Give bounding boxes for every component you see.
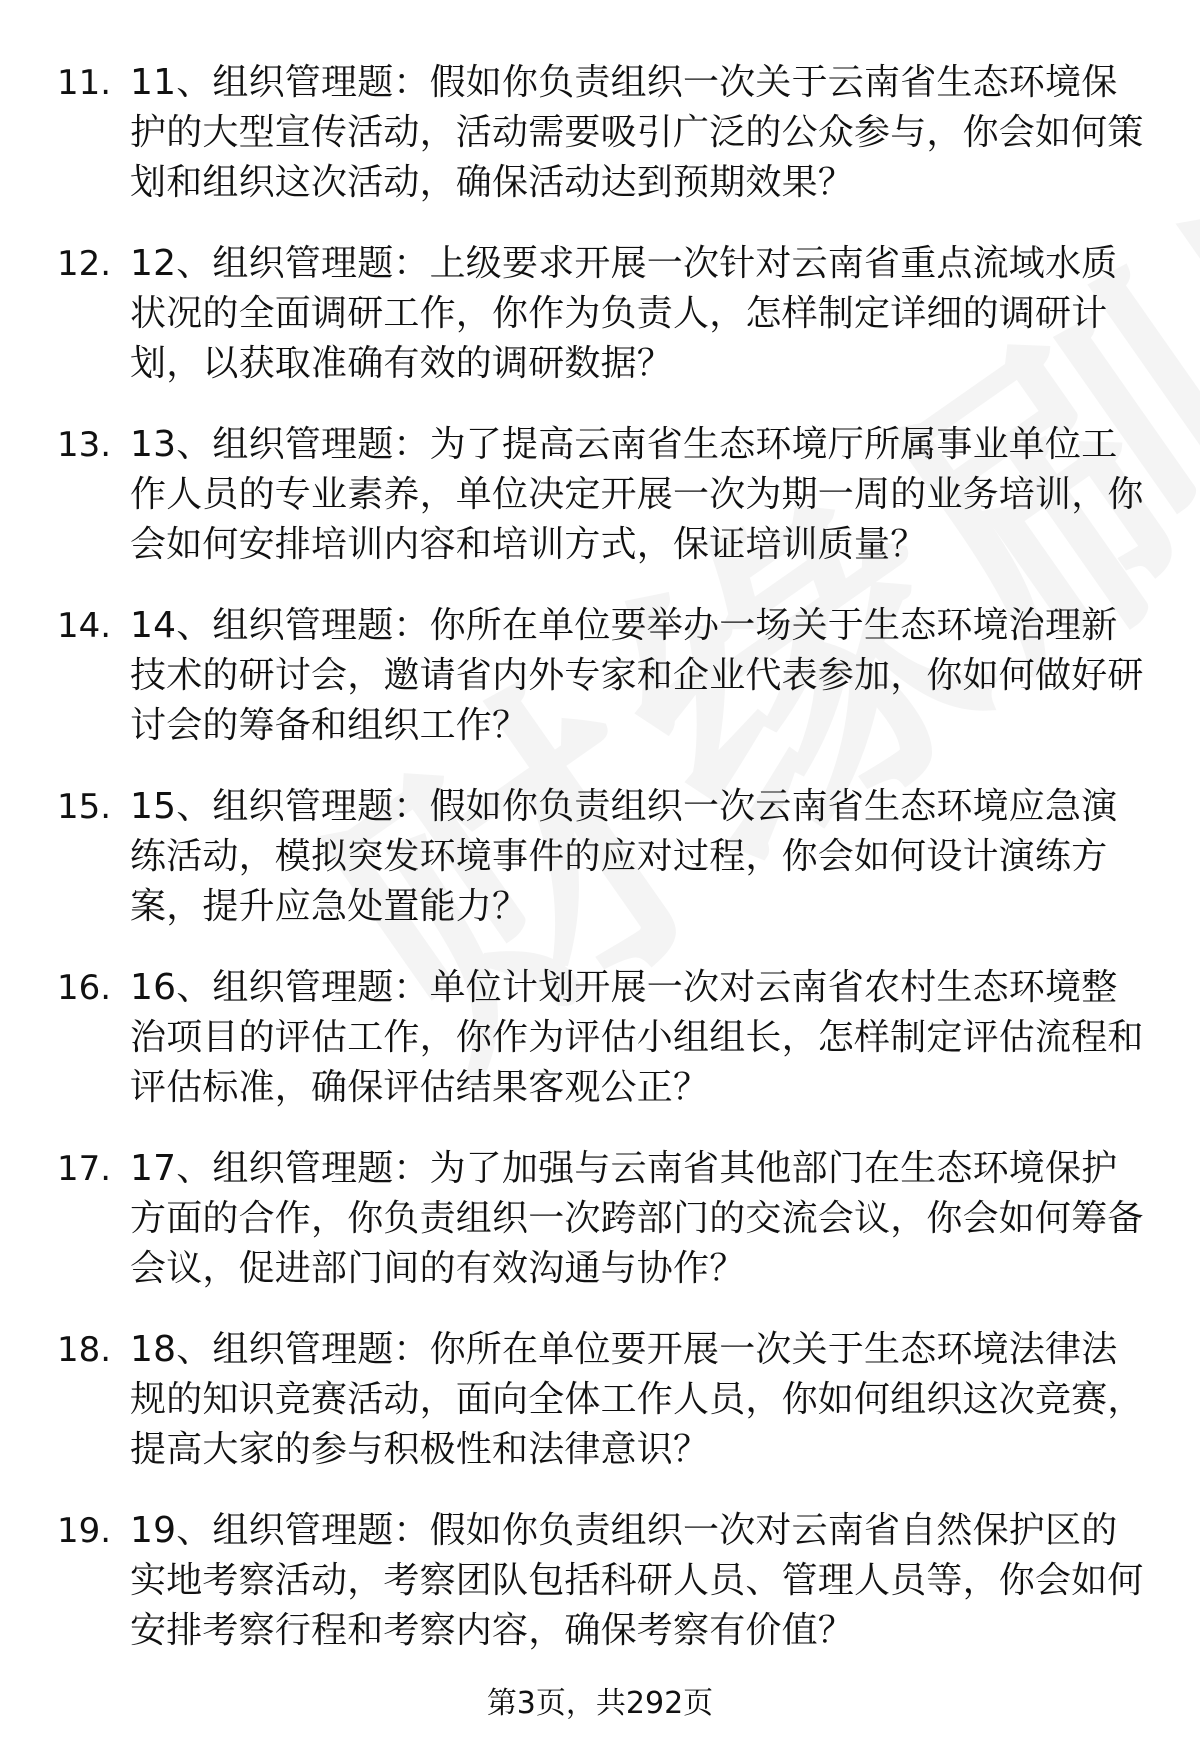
question-text: 16、组织管理题：单位计划开展一次对云南省农村生态环境整治项目的评估工作，你作为评估小组组长，怎样制定评估流程和评估标准，确保评估结果客观公正？ (130, 967, 1144, 1108)
question-number: 19. (57, 1511, 112, 1551)
question-item (0, 420, 1200, 601)
question-number: 12. (57, 244, 112, 284)
question-number: 18. (57, 1330, 112, 1370)
question-number: 17. (57, 1149, 112, 1189)
question-number: 11. (57, 63, 112, 103)
question-text: 12、组织管理题：上级要求开展一次针对云南省重点流域水质状况的全面调研工作，你作为负责人，怎样制定详细的调研计划，以获取准确有效的调研数据？ (130, 243, 1118, 384)
question-item (0, 239, 1200, 420)
question-text: 13、组织管理题：为了提高云南省生态环境厅所属事业单位工作人员的专业素养，单位决定开展一次为期一周的业务培训，你会如何安排培训内容和培训方式，保证培训质量？ (130, 424, 1144, 565)
question-text: 17、组织管理题：为了加强与云南省其他部门在生态环境保护方面的合作，你负责组织一次跨部门的交流会议，你会如何筹备会议，促进部门间的有效沟通与协作？ (130, 1148, 1144, 1289)
question-item (0, 58, 1200, 239)
page-indicator: 第3页，共292页 (486, 1686, 714, 1721)
question-item (0, 1144, 1200, 1325)
question-number: 14. (57, 606, 112, 646)
question-number: 13. (57, 425, 112, 465)
question-item (0, 1506, 1200, 1687)
question-item (0, 1325, 1200, 1506)
question-item (0, 963, 1200, 1144)
question-list (0, 58, 1200, 1687)
question-item (0, 782, 1200, 963)
question-number: 16. (57, 968, 112, 1008)
question-item (0, 601, 1200, 782)
question-text: 19、组织管理题：假如你负责组织一次对云南省自然保护区的实地考察活动，考察团队包括科研人员、管理人员等，你会如何安排考察行程和考察内容，确保考察有价值？ (130, 1510, 1144, 1651)
question-text: 11、组织管理题：假如你负责组织一次关于云南省生态环境保护的大型宣传活动，活动需要吸引广泛的公众参与，你会如何策划和组织这次活动，确保活动达到预期效果？ (130, 62, 1144, 203)
question-number: 15. (57, 787, 112, 827)
question-text: 14、组织管理题：你所在单位要举办一场关于生态环境治理新技术的研讨会，邀请省内外专家和企业代表参加，你如何做好研讨会的筹备和组织工作？ (130, 605, 1144, 746)
question-text: 18、组织管理题：你所在单位要开展一次关于生态环境法律法规的知识竞赛活动，面向全体工作人员，你如何组织这次竞赛，提高大家的参与积极性和法律意识？ (130, 1329, 1144, 1470)
question-text: 15、组织管理题：假如你负责组织一次云南省生态环境应急演练活动，模拟突发环境事件的应对过程，你会如何设计演练方案，提升应急处置能力？ (130, 786, 1118, 927)
